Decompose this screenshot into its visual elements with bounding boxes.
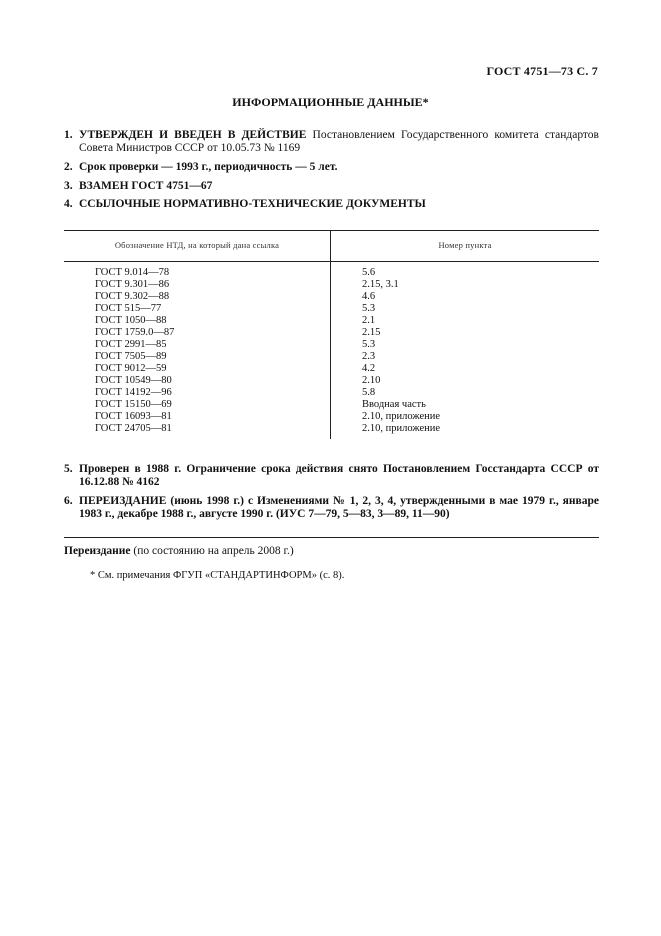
info-item-2 <box>64 161 599 174</box>
info-item-3 <box>64 180 599 193</box>
table-header-document: Обозначение НТД, на который дана ссылка <box>114 240 280 250</box>
page-header: ГОСТ 4751—73 С. 7 <box>486 64 598 78</box>
row-document: ГОСТ 1759.0—87 <box>95 327 175 338</box>
table-row <box>64 327 599 339</box>
table-row <box>64 315 599 327</box>
row-document: ГОСТ 14192—96 <box>95 387 172 398</box>
table-row <box>64 423 599 435</box>
table-row <box>64 339 599 351</box>
item-number: 6. <box>64 495 73 507</box>
row-clause: 2.1 <box>362 315 376 326</box>
item-text: Проверен в 1988 г. Ограничение срока действия снято Постановлением Госстандарта СССР от 16.12.88 № 4162 <box>79 463 599 488</box>
reference-table <box>64 230 599 439</box>
row-clause: 5.8 <box>362 387 376 398</box>
table-row <box>64 267 599 279</box>
row-document: ГОСТ 16093—81 <box>95 411 172 422</box>
row-document: ГОСТ 9.302—88 <box>95 291 170 302</box>
table-row <box>64 411 599 423</box>
table-header-rule <box>64 261 599 262</box>
table-top-rule <box>64 230 599 231</box>
table-row <box>64 303 599 315</box>
row-clause: 2.10, приложение <box>362 411 441 422</box>
info-item-4 <box>64 198 599 211</box>
row-document: ГОСТ 2991—85 <box>95 339 167 350</box>
row-document: ГОСТ 9012—59 <box>95 363 167 374</box>
item-number: 2. <box>64 161 73 173</box>
row-clause: 4.2 <box>362 363 376 374</box>
row-document: ГОСТ 1050—88 <box>95 315 167 326</box>
table-row <box>64 387 599 399</box>
table-row <box>64 375 599 387</box>
footnote: * См. примечания ФГУП «СТАНДАРТИНФОРМ» (с. 8). <box>90 570 345 581</box>
item-number: 4. <box>64 198 73 210</box>
row-document: ГОСТ 24705—81 <box>95 423 172 434</box>
item-bold-lead: УТВЕРЖДЕН И ВВЕДЕН В ДЕЙСТВИЕ <box>79 129 307 141</box>
reprint-text: (по состоянию на апрель 2008 г.) <box>130 545 294 557</box>
reprint-label: Переиздание <box>64 545 131 557</box>
reprint-note <box>64 545 294 557</box>
info-item-5 <box>64 463 599 489</box>
row-clause: 2.10 <box>362 375 381 386</box>
row-clause: 5.6 <box>362 267 376 278</box>
item-number: 5. <box>64 463 73 475</box>
row-clause: 5.3 <box>362 303 376 314</box>
item-text: ССЫЛОЧНЫЕ НОРМАТИВНО-ТЕХНИЧЕСКИЕ ДОКУМЕНТЫ <box>79 198 426 210</box>
row-clause: Вводная часть <box>362 399 426 410</box>
row-clause: 2.10, приложение <box>362 423 441 434</box>
item-text: Срок проверки — 1993 г., периодичность — 5 лет. <box>79 161 338 173</box>
table-body <box>64 267 599 435</box>
row-document: ГОСТ 9.014—78 <box>95 267 170 278</box>
item-body: Постановлением Государственного комитета стандартов Совета Министров СССР от 10.05.73 № 1169 <box>79 129 599 154</box>
row-document: ГОСТ 10549—80 <box>95 375 172 386</box>
table-row <box>64 363 599 375</box>
table-row <box>64 279 599 291</box>
item-number: 3. <box>64 180 73 192</box>
row-clause: 2.15, 3.1 <box>362 279 399 290</box>
row-clause: 2.3 <box>362 351 376 362</box>
info-item-6 <box>64 495 599 521</box>
row-document: ГОСТ 9.301—86 <box>95 279 170 290</box>
info-item-1 <box>64 129 599 155</box>
item-number: 1. <box>64 129 73 141</box>
table-row <box>64 291 599 303</box>
row-clause: 2.15 <box>362 327 381 338</box>
table-row <box>64 351 599 363</box>
table-header-clause: Номер пункта <box>438 240 492 250</box>
item-text: ВЗАМЕН ГОСТ 4751—67 <box>79 180 213 192</box>
row-clause: 4.6 <box>362 291 376 302</box>
row-document: ГОСТ 515—77 <box>95 303 162 314</box>
row-clause: 5.3 <box>362 339 376 350</box>
row-document: ГОСТ 15150—69 <box>95 399 172 410</box>
section-title: ИНФОРМАЦИОННЫЕ ДАННЫЕ* <box>232 95 429 109</box>
item-text: ПЕРЕИЗДАНИЕ (июнь 1998 г.) с Изменениями № 1, 2, 3, 4, утвержденными в мае 1979 г., январе 1983 г., декабре 1988 г., августе 1990 г. (ИУС 7—79, 5—83, 3—89, 11—90) <box>79 495 599 520</box>
section-separator <box>64 537 599 538</box>
table-row <box>64 399 599 411</box>
item-text <box>79 129 599 155</box>
row-document: ГОСТ 7505—89 <box>95 351 167 362</box>
